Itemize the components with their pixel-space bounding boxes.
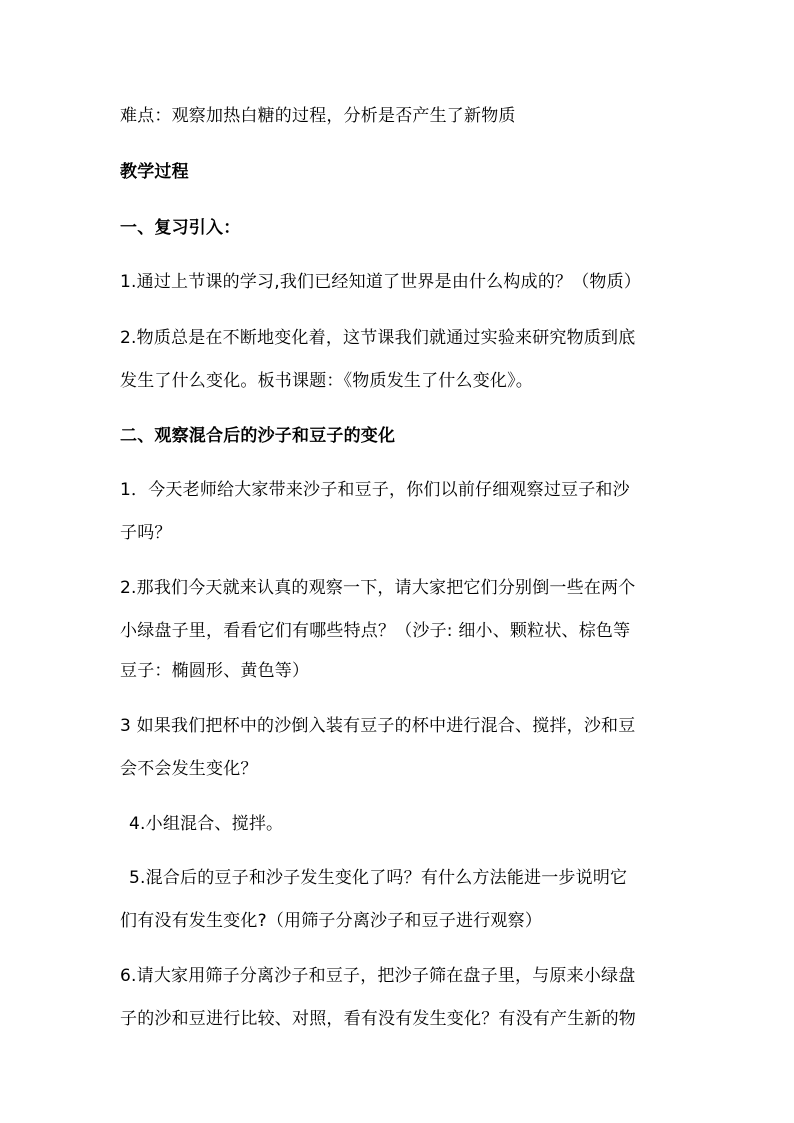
section2-item1-line1: 1．今天老师给大家带来沙子和豆子，你们以前仔细观察过豆子和沙 bbox=[120, 480, 630, 500]
process-heading: 教学过程 bbox=[120, 162, 189, 182]
section2-item2-line1: 2.那我们今天就来认真的观察一下，请大家把它们分别倒一些在两个 bbox=[120, 578, 636, 598]
section2-item6-line1: 6.请大家用筛子分离沙子和豆子，把沙子筛在盘子里，与原来小绿盘 bbox=[120, 966, 636, 986]
section1-heading: 一、复习引入： bbox=[120, 218, 241, 238]
section2-item2-line2: 小绿盘子里，看看它们有哪些特点？（沙子: 细小、颗粒状、棕色等 bbox=[120, 621, 631, 641]
section2-item1-line2: 子吗？ bbox=[120, 523, 172, 543]
difficulty-text: 难点：观察加热白糖的过程，分析是否产生了新物质 bbox=[120, 106, 516, 126]
section2-item5-line1: 5.混合后的豆子和沙子发生变化了吗？有什么方法能进一步说明它 bbox=[129, 868, 628, 888]
section1-item1: 1.通过上节课的学习,我们已经知道了世界是由什么构成的？（物质） bbox=[120, 272, 642, 292]
section2-item3-line1: 3 如果我们把杯中的沙倒入装有豆子的杯中进行混合、搅拌，沙和豆 bbox=[120, 716, 636, 736]
section2-item3-line2: 会不会发生变化？ bbox=[120, 759, 258, 779]
section2-heading: 二、观察混合后的沙子和豆子的变化 bbox=[120, 426, 396, 446]
section1-item2-line2: 发生了什么变化。板书课题：《物质发生了什么变化》。 bbox=[120, 371, 533, 391]
section1-item2-line1: 2.物质总是在不断地变化着，这节课我们就通过实验来研究物质到底 bbox=[120, 328, 636, 348]
section2-item5-line2: 们有没有发生变化?（用筛子分离沙子和豆子进行观察） bbox=[120, 911, 543, 931]
section2-item4: 4.小组混合、搅拌。 bbox=[129, 814, 284, 834]
section2-item6-line2: 子的沙和豆进行比较、对照，看有没有发生变化？有没有产生新的物 bbox=[120, 1009, 636, 1029]
section2-item2-line3: 豆子：椭圆形、黄色等） bbox=[120, 661, 310, 681]
